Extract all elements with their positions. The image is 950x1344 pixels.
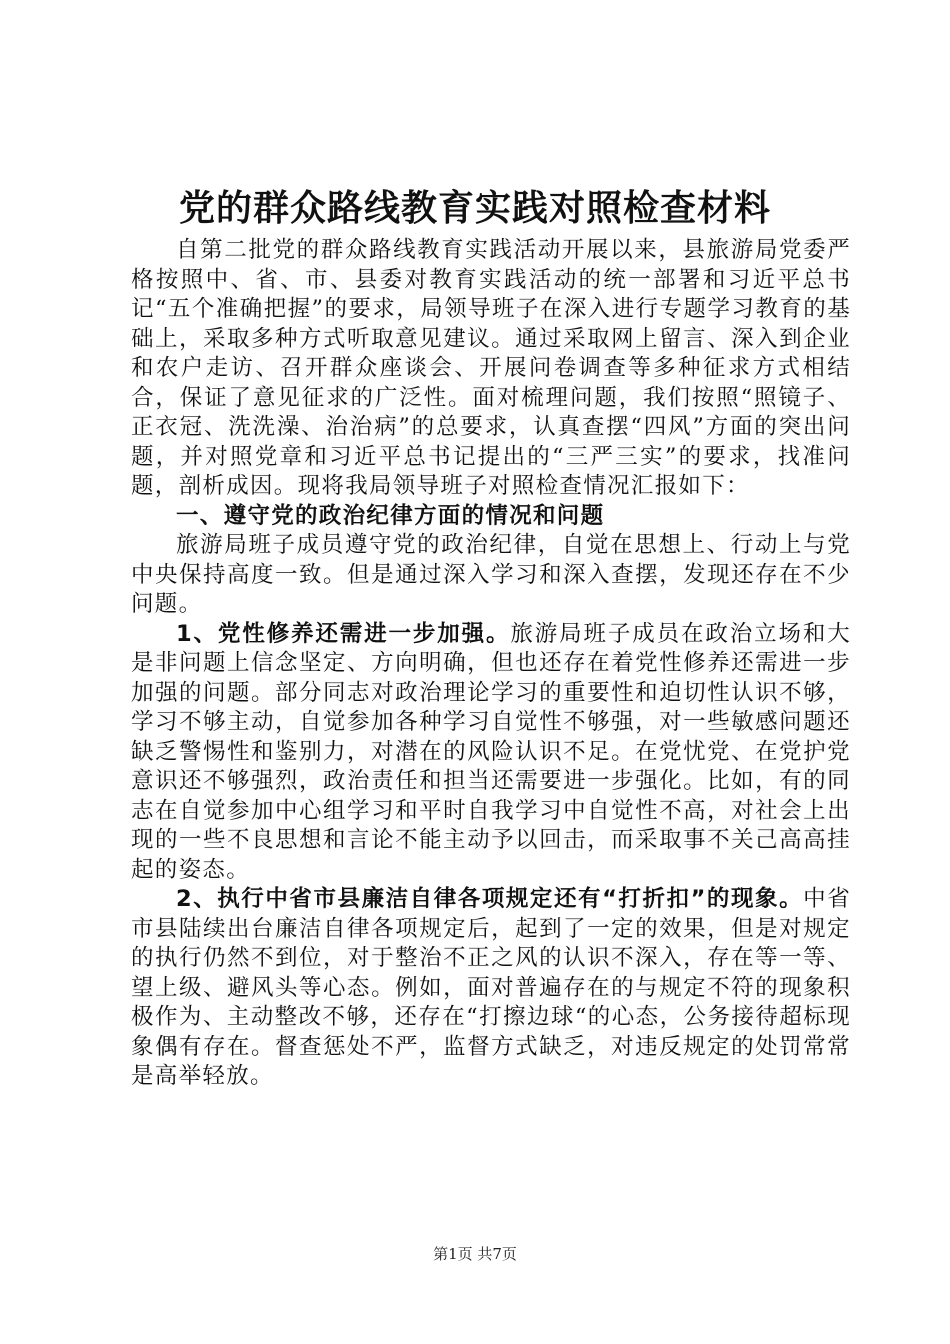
item-text-integrity-rules: 中省市县陆续出台廉洁自律各项规定后，起到了一定的效果，但是对规定的执行仍然不到位，对于整治不正之风的认识不深入，存在等一等、望上级、避风头等心态。例如，面对普遍存在的与规定不符的现象积极作为、主动整改不够，还存在“打擦边球“的心态，公务接待超标现象偶有存在。督查惩处不严，监督方式缺乏，对违反规定的处罚常常是高举轻放。 [131, 886, 851, 1089]
item-text-party-spirit: 旅游局班子成员在政治立场和大是非问题上信念坚定、方向明确，但也还存在着党性修养还需进一步加强的问题。部分同志对政治理论学习的重要性和迫切性认识不够，学习不够主动，自觉参加各种学习自觉性不够强，对一些敏感问题还缺乏警惕性和鉴别力，对潜在的风险认识不足。在党忧党、在党护党意识还不够强烈，政治责任和担当还需要进一步强化。比如，有的同志在自觉参加中心组学习和平时自我学习中自觉性不高，对社会上出现的一些不良思想和言论不能主动予以回击，而采取事不关己高高挂起的姿态。 [131, 620, 852, 883]
document-title: 党的群众路线教育实践对照检查材料 [178, 188, 771, 229]
item-paragraph-integrity-rules [131, 885, 851, 1092]
section-paragraph: 旅游局班子成员遵守党的政治纪律，自觉在思想上、行动上与党中央保持高度一致。但是通过深入学习和深入查摆，发现还存在不少问题。 [131, 532, 851, 617]
item-lead-party-spirit: 1、党性修养还需进一步加强。 [176, 620, 511, 647]
section-heading-political-discipline: 一、遵守党的政治纪律方面的情况和问题 [176, 502, 605, 529]
item-lead-integrity-rules: 2、执行中省市县廉洁自律各项规定还有“打折扣”的现象。 [176, 886, 804, 912]
page-footer: 第1页 共7页 [433, 1245, 517, 1263]
item-paragraph-party-spirit [131, 620, 851, 886]
intro-paragraph: 自第二批党的群众路线教育实践活动开展以来，县旅游局党委严格按照中、省、市、县委对教育实践活动的统一部署和习近平总书记“五个准确把握”的要求，局领导班子在深入进行专题学习教育的基础上，采取多种方式听取意见建议。通过采取网上留言、深入到企业和农户走访、召开群众座谈会、开展问卷调查等多种征求方式相结合，保证了意见征求的广泛性。面对梳理问题，我们按照“照镜子、正衣冠、洗洗澡、治治病”的总要求，认真查摆“四风”方面的突出问题，并对照党章和习近平总书记提出的“三严三实”的要求，找准问题，剖析成因。现将我局领导班子对照检查情况汇报如下： [131, 237, 851, 499]
document-body [131, 236, 851, 1092]
